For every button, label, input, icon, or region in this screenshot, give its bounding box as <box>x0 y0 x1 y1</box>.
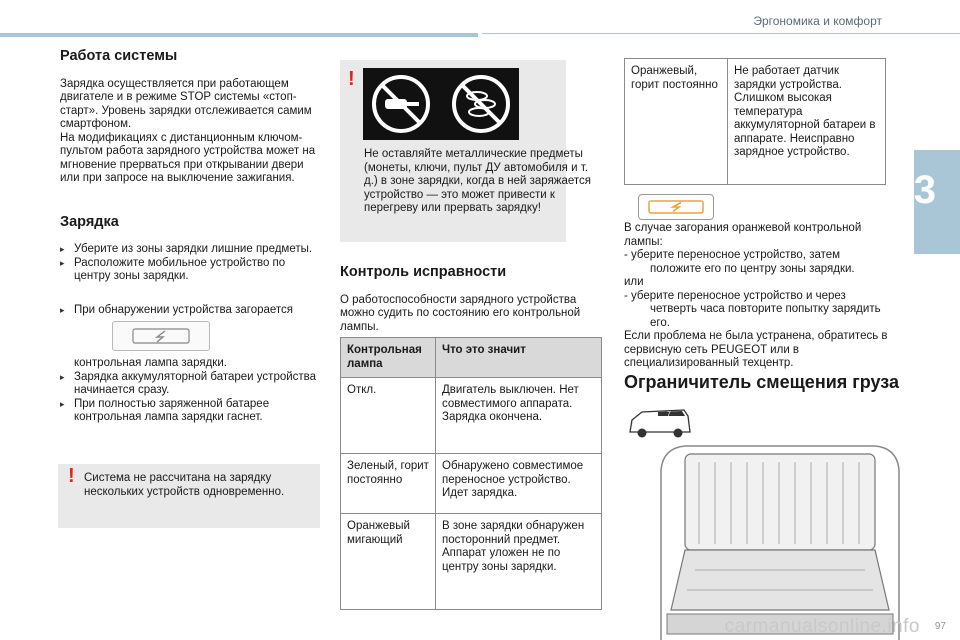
warning-icon: ! <box>68 465 75 487</box>
section-title-operation: Работа системы <box>60 48 178 64</box>
header-rule-right <box>482 33 960 34</box>
table-header-lamp: Контрольная лампа <box>341 338 436 378</box>
section-title-load-restraint: Ограничитель смещения груза <box>624 372 900 392</box>
cargo-restraint-illustration <box>655 440 905 640</box>
table-cell: Обнаружено совместимое переносное устройство. Идет зарядка. <box>436 454 602 514</box>
instruction-line: В случае загорания оранжевой контрольной лампы: <box>624 222 862 248</box>
instruction-line: - уберите переносное устройство и через четверть часа повторите попытку зарядить его. <box>624 289 881 329</box>
column-2-text <box>340 266 602 334</box>
table-header-row <box>341 338 602 378</box>
column-3-text <box>624 222 890 371</box>
indicator-table <box>340 337 602 610</box>
column-1 <box>60 50 320 425</box>
table-cell: Оранжевый мигающий <box>341 514 436 610</box>
table-cell: Откл. <box>341 378 436 454</box>
instruction-line: - уберите переносное устройство, затем положите его по центру зоны зарядки. <box>624 249 855 275</box>
table-cell: Не работает датчик зарядки устройства. Слишком высокая температура аккумуляторной батареи в аппарате. Неисправно зарядное устройство. <box>728 59 886 185</box>
table-cell: В зоне зарядки обнаружен посторонний предмет. Аппарат уложен не по центру зоны зарядки. <box>436 514 602 610</box>
check-intro: О работоспособности зарядного устройства можно судить по состоянию его контрольной лампы. <box>340 293 581 333</box>
charging-steps-a <box>60 243 320 284</box>
table-cell: Зеленый, горит постоянно <box>341 454 436 514</box>
list-item: ▸ При полностью заряженной батарее контрольная лампа зарядки гаснет. <box>60 398 320 425</box>
list-item: ▸ При обнаружении устройства загорается <box>60 304 320 318</box>
list-item: ▸ Уберите из зоны зарядки лишние предметы. <box>60 243 320 257</box>
section-title-charging: Зарядка <box>60 213 119 230</box>
table-row <box>341 514 602 610</box>
charging-steps-b <box>60 371 320 425</box>
section-title-check: Контроль исправности <box>340 264 507 280</box>
table-row <box>625 59 886 185</box>
warning-box-multi-device <box>58 464 320 528</box>
table-cell: Двигатель выключен. Нет совместимого аппарата. Зарядка окончена. <box>436 378 602 454</box>
svg-text:7: 7 <box>667 411 671 418</box>
warning-icon: ! <box>348 68 355 90</box>
instruction-line: Если проблема не была устранена, обратитесь в сервисную сеть PEUGEOT или в специализированный техцентр. <box>624 330 888 369</box>
detect-cont-text: контрольная лампа зарядки. <box>74 357 227 369</box>
operation-text-1: Зарядка осуществляется при работающем двигателе и в режиме STOP системы «стоп-старт». Уровень зарядки отслеживается самим смартфоном. <box>60 77 312 130</box>
header-rule-left <box>0 33 478 37</box>
van-icon <box>628 406 692 440</box>
chapter-number: 3 <box>913 168 936 212</box>
list-item: ▸ Расположите мобильное устройство по центру зоны зарядки. <box>60 257 320 284</box>
operation-text-2: На модификациях с дистанционным ключом-пультом работа зарядного устройства может на мгновение прерваться при открывании двери или при запросе на выключение зажигания. <box>60 131 316 184</box>
list-item: ▸ Зарядка аккумуляторной батареи устройства начинается сразу. <box>60 371 320 398</box>
warning-text: Система не рассчитана на зарядку нескольких устройств одновременно. <box>84 472 285 498</box>
table-header-meaning: Что это значит <box>436 338 602 378</box>
page-number: 97 <box>934 621 946 632</box>
table-cell: Оранжевый, горит постоянно <box>625 59 728 185</box>
table-row <box>341 454 602 514</box>
instruction-line: или <box>624 276 644 288</box>
charging-steps-detect <box>60 304 320 318</box>
charge-lamp-icon <box>112 321 210 351</box>
watermark: carmanualsonline.info <box>724 616 920 637</box>
table-row <box>341 378 602 454</box>
orange-charge-lamp-icon <box>638 194 714 220</box>
metal-objects-warning-text: Не оставляйте металлические предметы (монеты, ключи, пульт ДУ автомобиля и т. д.) в зоне зарядки, когда в ней заряжается устройство — это может привести к перегреву или прервать зарядку! <box>364 148 592 214</box>
header-title: Эргономика и комфорт <box>753 14 882 28</box>
indicator-table-continued <box>624 58 886 185</box>
no-metal-objects-pictogram <box>363 68 519 140</box>
